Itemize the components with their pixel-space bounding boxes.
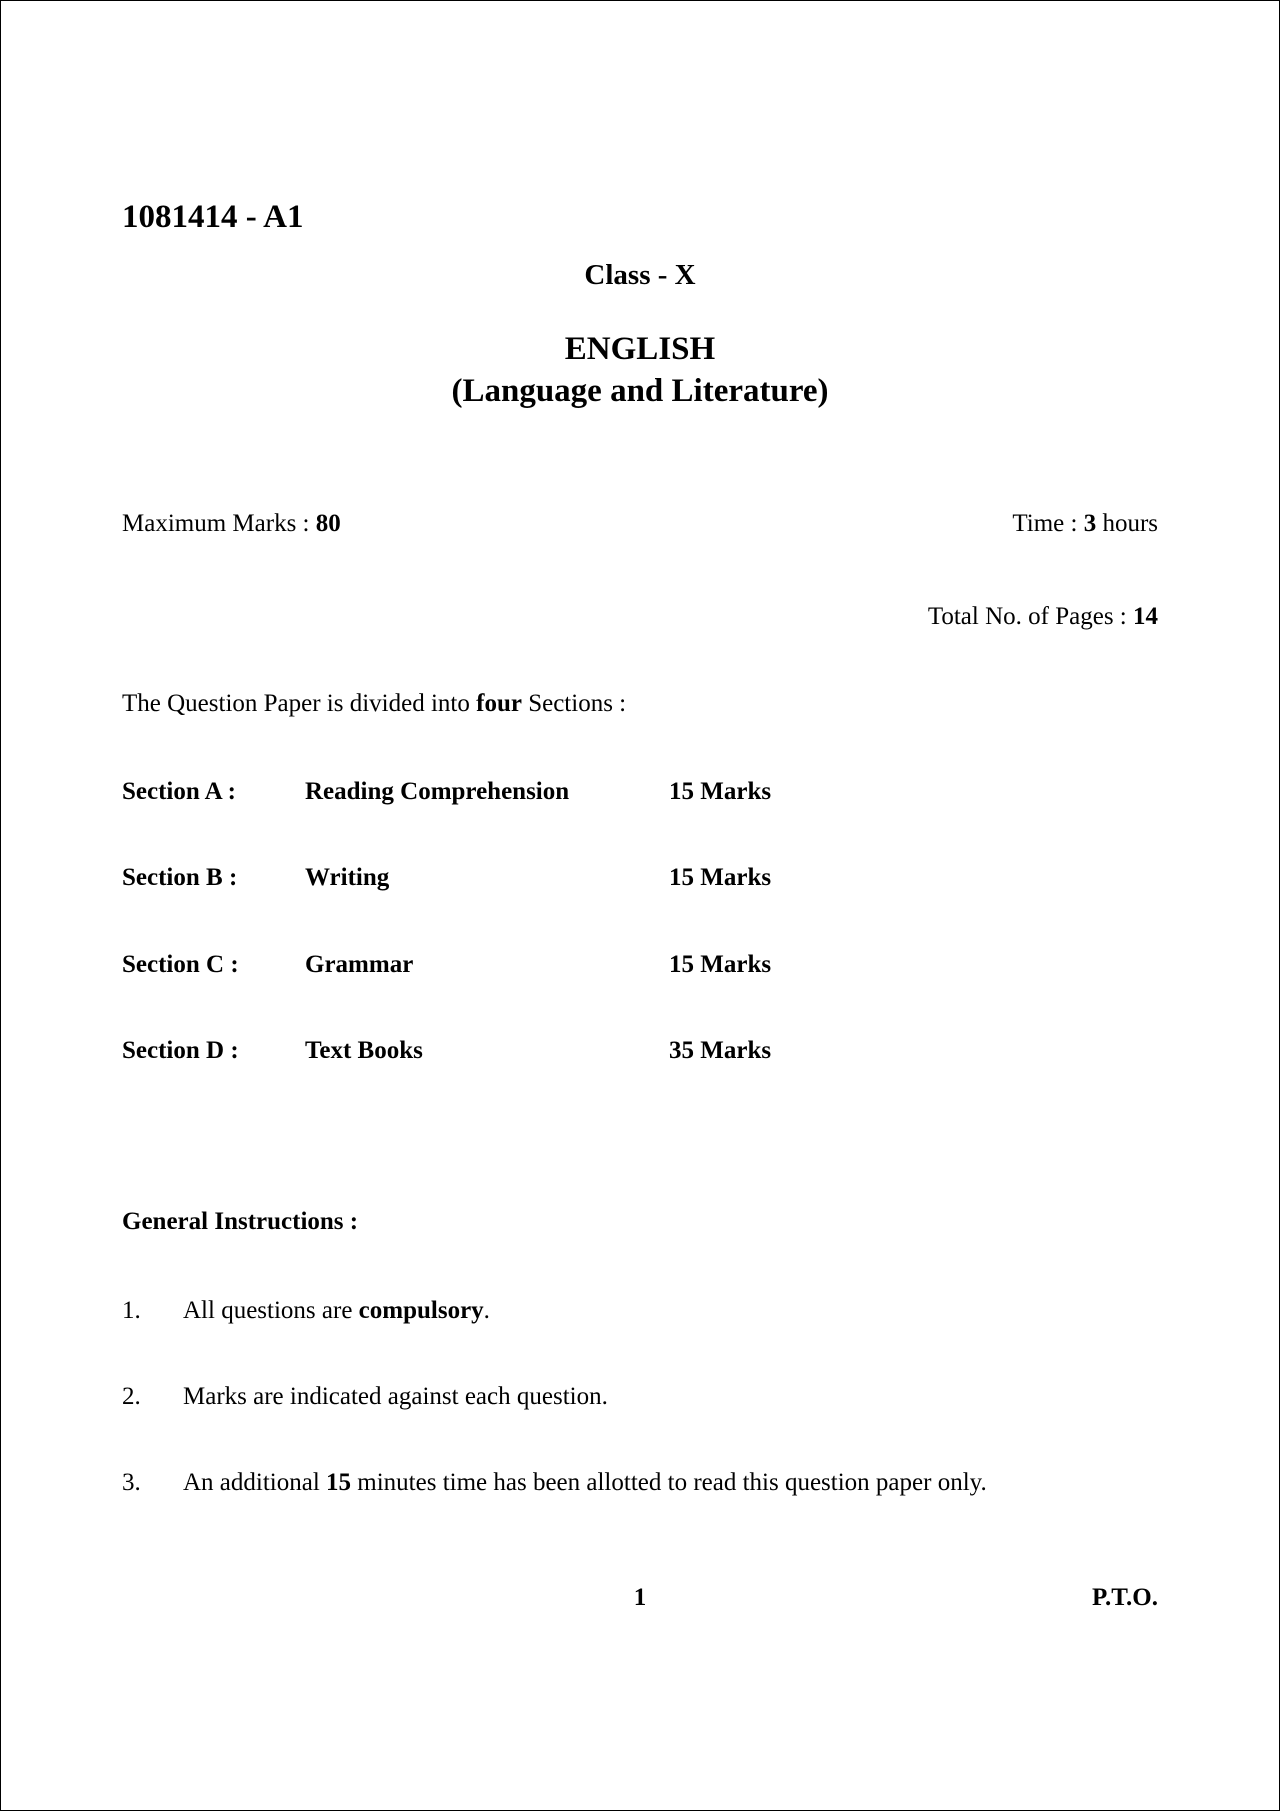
section-d-label: Section D : — [122, 1037, 239, 1064]
class-title: Class - X — [584, 259, 696, 291]
instruction-2-number: 2. — [122, 1383, 141, 1410]
instruction-1-text-before: All questions are — [183, 1297, 359, 1324]
instruction-1-text-bold: compulsory — [358, 1297, 484, 1324]
time-label: Time : — [1012, 510, 1084, 537]
intro-text-bold: four — [476, 690, 522, 717]
section-b-topic: Writing — [305, 864, 390, 891]
please-turn-over: P.T.O. — [1092, 1584, 1158, 1611]
instruction-3-text — [183, 1469, 987, 1497]
instruction-2-text-before: Marks are indicated against each question. — [183, 1383, 608, 1410]
maximum-marks-value: 80 — [315, 510, 341, 537]
section-a-label: Section A : — [122, 778, 236, 805]
total-pages-label: Total No. of Pages : — [927, 603, 1133, 630]
intro-text-before: The Question Paper is divided into — [122, 690, 477, 717]
total-pages — [928, 603, 1158, 631]
maximum-marks — [122, 510, 341, 538]
instruction-2-text — [183, 1383, 608, 1411]
subject-title: ENGLISH — [564, 331, 716, 367]
section-a-marks: 15 Marks — [669, 778, 772, 805]
instruction-1-number: 1. — [122, 1297, 141, 1324]
total-pages-value: 14 — [1133, 603, 1158, 630]
section-b-marks: 15 Marks — [669, 864, 772, 891]
intro-text-after: Sections : — [521, 690, 627, 717]
instruction-3-text-before: An additional — [183, 1469, 327, 1496]
instruction-3-text-after: minutes time has been allotted to read this question paper only. — [351, 1469, 987, 1496]
time-unit: hours — [1096, 510, 1158, 537]
instruction-3-text-bold: 15 — [326, 1469, 352, 1496]
instruction-1-text-after: . — [483, 1297, 490, 1324]
paper-code: 1081414 - A1 — [122, 199, 304, 235]
subject-subtitle: (Language and Literature) — [451, 373, 829, 409]
section-a-topic: Reading Comprehension — [305, 778, 570, 805]
instruction-3-number: 3. — [122, 1469, 141, 1496]
page-number: 1 — [633, 1584, 647, 1611]
section-c-marks: 15 Marks — [669, 951, 772, 978]
time-allowed — [1012, 510, 1158, 538]
section-d-marks: 35 Marks — [669, 1037, 772, 1064]
section-c-topic: Grammar — [305, 951, 414, 978]
general-instructions-heading: General Instructions : — [122, 1208, 359, 1235]
maximum-marks-label: Maximum Marks : — [122, 510, 316, 537]
time-value: 3 — [1083, 510, 1097, 537]
section-d-topic: Text Books — [305, 1037, 423, 1064]
instruction-1-text — [183, 1297, 490, 1325]
section-b-label: Section B : — [122, 864, 238, 891]
sections-intro — [122, 690, 626, 718]
section-c-label: Section C : — [122, 951, 239, 978]
